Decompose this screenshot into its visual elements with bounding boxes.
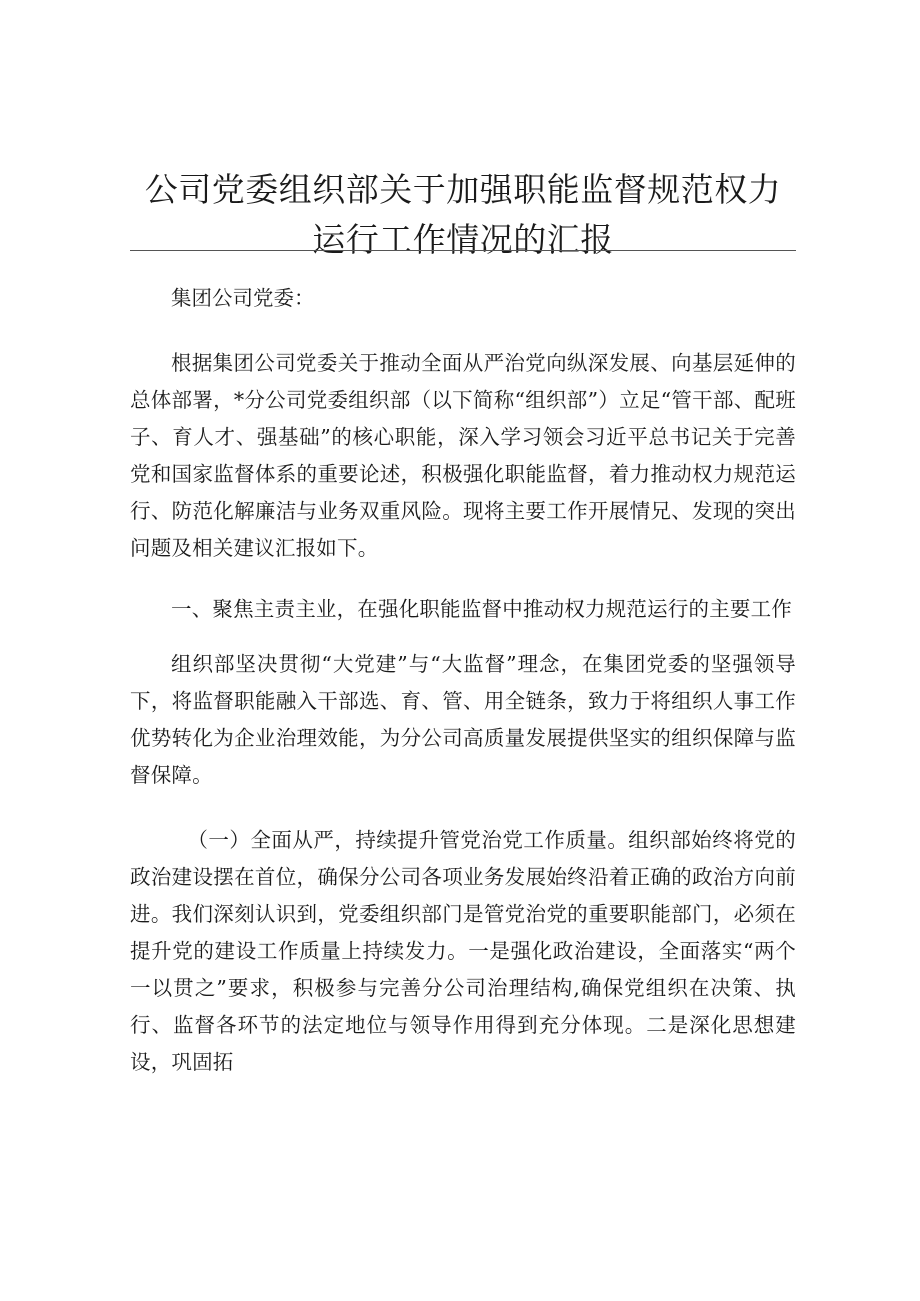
- salutation: 集团公司党委：: [171, 286, 315, 310]
- section-heading-1: 一、聚焦主责主业，在强化职能监督中推动权力规范运行的主要工作: [171, 597, 792, 621]
- paragraph-subsection-1: （一）全面从严，持续提升管党治党工作质量。组织部始终将党的政治建设摆在首位，确保分公司各项业务发展始终沿着正确的政治方向前进。我们深刻认识到，党委组织部门是管党治党的重要职能部门，必须在提升党的建设工作质量上持续发力。一是强化政治建设，全面落实“两个一以贯之”要求，积极参与完善分公司治理结构,确保党组织在决策、执行、监督各环节的法定地位与领导作用得到充分体现。二是深化思想建设，巩固拓: [130, 828, 796, 1074]
- paragraph-section-1: 组织部坚决贯彻“大党建”与“大监督”理念，在集团党委的坚强领导下，将监督职能融入干部选、育、管、用全链条，致力于将组织人事工作优势转化为企业治理效能，为分公司高质量发展提供坚实的组织保障与监督保障。: [130, 652, 796, 787]
- title-underline: [130, 250, 796, 251]
- paragraph-intro: 根据集团公司党委关于推动全面从严治党向纵深发展、向基层延伸的总体部署，*分公司党委组织部（以下简称“组织部”）立足“管干部、配班子、育人才、强基础”的核心职能，深入学习领会习近平总书记关于完善党和国家监督体系的重要论述，积极强化职能监督，着力推动权力规范运行、防范化解廉洁与业务双重风险。现将主要工作开展情兄、发现的突出问题及相关建议汇报如下。: [130, 351, 796, 560]
- document-title: 公司党委组织部关于加强职能监督规范权力运行工作情况的汇报: [144, 170, 782, 259]
- document-body: [130, 280, 796, 1081]
